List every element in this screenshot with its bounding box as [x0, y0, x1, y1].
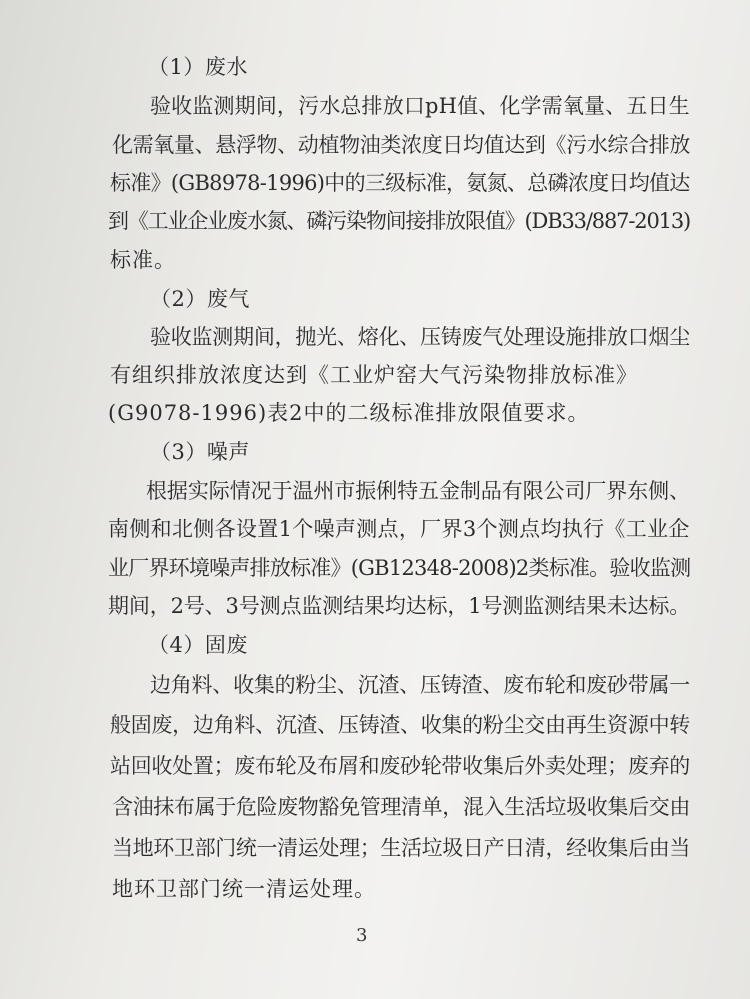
paragraph-line: 到《工业企业废水氮、磷污染物间接排放限值》(DB33/887-2013) — [108, 209, 691, 233]
section-heading-exhaust-gas: （2）废气 — [150, 287, 250, 311]
section-heading-noise: （3）噪声 — [150, 440, 250, 464]
paragraph-line: 站回收处置；废布轮及布屑和废砂轮带收集后外卖处理；废弃的 — [110, 754, 690, 778]
section-heading-solid-waste: （4）固废 — [148, 633, 248, 657]
paragraph-line: 验收监测期间，抛光、熔化、压铸废气处理设施排放口烟尘 — [150, 325, 690, 349]
paragraph-line: 有组织排放浓度达到《工业炉窑大气污染物排放标准》 — [110, 363, 638, 387]
paragraph-line: 业厂界环境噪声排放标准》(GB12348-2008)2类标准。验收监测 — [108, 556, 691, 580]
paragraph-line: 般固废，边角料、沉渣、压铸渣、收集的粉尘交由再生资源中转 — [110, 713, 690, 737]
paragraph-line: 含油抹布属于危险废物豁免管理清单，混入生活垃圾收集后交由 — [112, 795, 690, 819]
section-heading-wastewater: （1）废水 — [148, 55, 248, 79]
paragraph-line: 标准》(GB8978-1996)中的三级标准，氨氮、总磷浓度日均值达 — [110, 171, 690, 195]
paragraph-line: 期间，2号、3号测点监测结果均达标，1号测监测结果未达标。 — [108, 594, 691, 618]
paragraph-line: 化需氧量、悬浮物、动植物油类浓度日均值达到《污水综合排放 — [112, 133, 690, 157]
paragraph-line: 边角料、收集的粉尘、沉渣、压铸渣、废布轮和废砂带属一 — [150, 673, 690, 697]
paragraph-line: 根据实际情况于温州市振俐特五金制品有限公司厂界东侧、 — [146, 479, 690, 503]
paragraph-line: 地环卫部门统一清运处理。 — [112, 877, 376, 901]
paragraph-line: 当地环卫部门统一清运处理；生活垃圾日产日清，经收集后由当 — [112, 836, 690, 860]
paragraph-line: (G9078-1996)表2中的二级标准排放限值要求。 — [108, 401, 590, 425]
page-number: 3 — [356, 925, 368, 946]
paragraph-line: 标准。 — [110, 248, 176, 272]
paragraph-line: 验收监测期间，污水总排放口pH值、化学需氧量、五日生 — [150, 94, 690, 118]
paragraph-line: 南侧和北侧各设置1个噪声测点，厂界3个测点均执行《工业企 — [108, 517, 690, 541]
